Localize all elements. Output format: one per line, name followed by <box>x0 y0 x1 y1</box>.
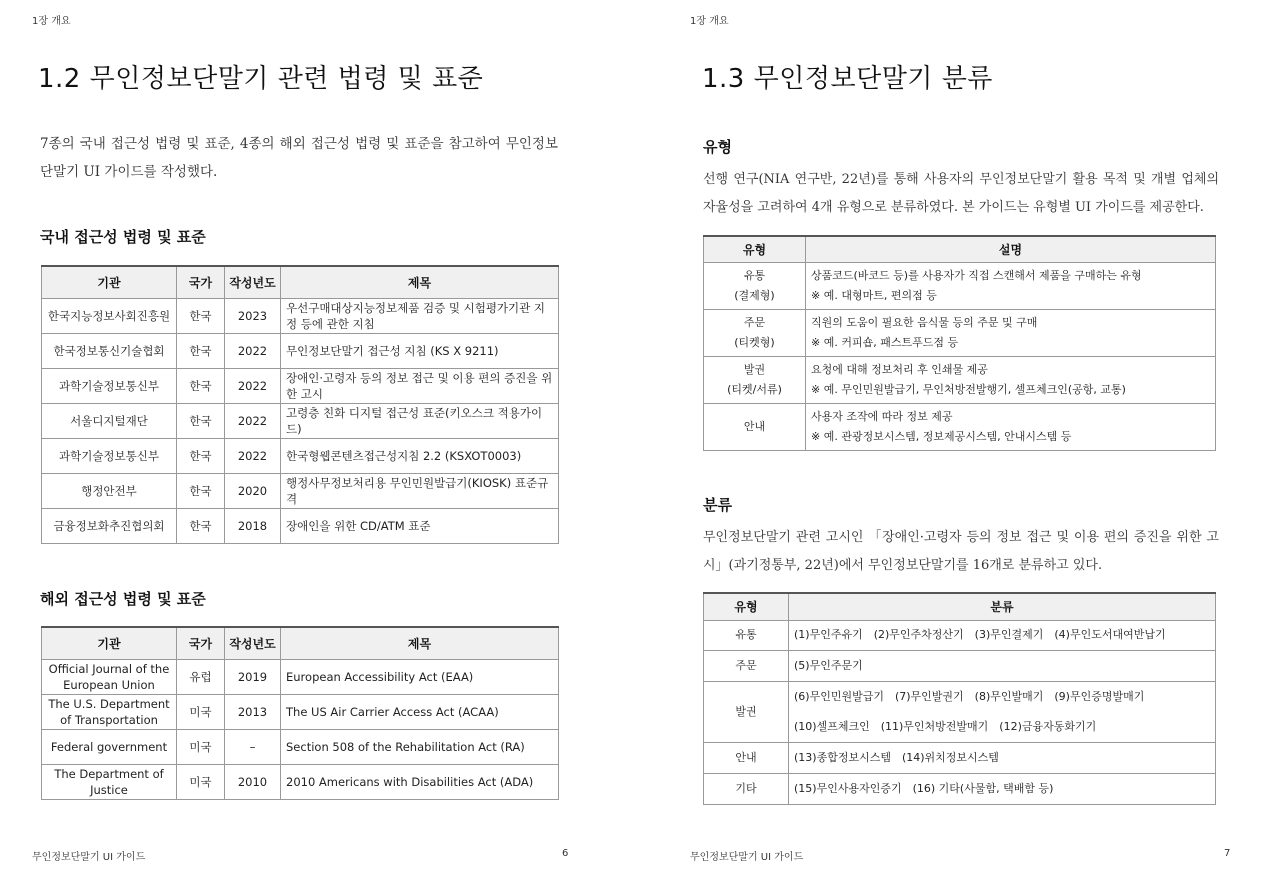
title-cell: The US Air Carrier Access Act (ACAA) <box>281 694 559 729</box>
desc-text: 요청에 대해 정보처리 후 인쇄물 제공 <box>811 362 988 376</box>
col-header-country: 국가 <box>177 627 225 659</box>
types-table <box>703 235 1216 451</box>
table-header-row <box>704 236 1216 262</box>
type-name: 발권 <box>743 362 766 376</box>
title-cell: 우선구매대상지능정보제품 검증 및 시험평가기관 지정 등에 관한 지침 <box>281 298 559 333</box>
title-cell: 2010 Americans with Disabilities Act (ADA) <box>281 764 559 799</box>
col-header-title: 제목 <box>281 266 559 298</box>
year-cell: 2020 <box>225 473 281 508</box>
year-cell: 2019 <box>225 659 281 694</box>
title-cell: 장애인·고령자 등의 정보 접근 및 이용 편의 증진을 위한 고시 <box>281 368 559 403</box>
col-header-country: 국가 <box>177 266 225 298</box>
country-cell: 미국 <box>177 729 225 764</box>
overseas-standards-table <box>41 626 559 800</box>
country-cell: 한국 <box>177 438 225 473</box>
desc-text: 직원의 도움이 필요한 음식물 등의 주문 및 구매 <box>811 315 1038 329</box>
type-name: 주문 <box>743 315 766 329</box>
table-row <box>704 262 1216 309</box>
class-cell <box>789 681 1216 742</box>
desc-example: ※ 예. 무인민원발급기, 무인처방전발행기, 셀프체크인(공항, 교통) <box>811 382 1126 396</box>
title-cell: 장애인을 위한 CD/ATM 표준 <box>281 508 559 543</box>
desc-text: 사용자 조작에 따라 정보 제공 <box>811 409 953 423</box>
country-cell: 미국 <box>177 694 225 729</box>
title-cell: Section 508 of the Rehabilitation Act (RA) <box>281 729 559 764</box>
classification-table <box>703 592 1216 805</box>
page-footer: 무인정보단말기 UI 가이드 <box>690 852 804 863</box>
country-cell: 미국 <box>177 764 225 799</box>
col-header-org: 기관 <box>42 627 177 659</box>
table-row <box>42 729 559 764</box>
country-cell: 한국 <box>177 298 225 333</box>
table-header-row <box>42 266 559 298</box>
title-cell: 무인정보단말기 접근성 지침 (KS X 9211) <box>281 333 559 368</box>
section-heading: 1.2 무인정보단말기 관련 법령 및 표준 <box>38 64 484 94</box>
country-cell: 한국 <box>177 403 225 438</box>
org-cell: 한국지능정보사회진흥원 <box>42 298 177 333</box>
table-header-row <box>42 627 559 659</box>
page-footer: 무인정보단말기 UI 가이드 <box>32 852 146 863</box>
table-row <box>42 694 559 729</box>
col-header-year: 작성년도 <box>225 266 281 298</box>
col-header-title: 제목 <box>281 627 559 659</box>
table-row <box>42 403 559 438</box>
table-row <box>42 659 559 694</box>
title-cell: 한국형웹콘텐츠접근성지침 2.2 (KSXOT0003) <box>281 438 559 473</box>
year-cell: 2022 <box>225 403 281 438</box>
class-cell: (13)종합정보시스템 (14)위치정보시스템 <box>789 742 1216 773</box>
table-row <box>704 356 1216 403</box>
title-cell: European Accessibility Act (EAA) <box>281 659 559 694</box>
type-cell: 안내 <box>704 742 789 773</box>
country-cell: 한국 <box>177 368 225 403</box>
type-subname: (티켓형) <box>734 335 775 349</box>
type-subname: (결제형) <box>734 288 775 302</box>
desc-text: 상품코드(바코드 등)를 사용자가 직접 스캔해서 제품을 구매하는 유형 <box>811 268 1142 282</box>
desc-cell <box>806 309 1216 356</box>
country-cell: 한국 <box>177 508 225 543</box>
running-header: 1장 개요 <box>690 16 729 27</box>
class-cell: (1)무인주유기 (2)무인주차정산기 (3)무인결제기 (4)무인도서대여반납기 <box>789 620 1216 650</box>
year-cell: 2023 <box>225 298 281 333</box>
table-row <box>704 309 1216 356</box>
desc-cell <box>806 262 1216 309</box>
table-row <box>42 508 559 543</box>
page-number: 7 <box>1224 848 1231 859</box>
org-cell: 한국정보통신기술협회 <box>42 333 177 368</box>
type-cell <box>704 403 806 450</box>
overseas-section-title: 해외 접근성 법령 및 표준 <box>40 590 206 608</box>
desc-example: ※ 예. 관광정보시스템, 정보제공시스템, 안내시스템 등 <box>811 429 1072 443</box>
country-cell: 유럽 <box>177 659 225 694</box>
table-row <box>704 620 1216 650</box>
class-cell: (15)무인사용자인증기 (16) 기타(사물함, 택배함 등) <box>789 773 1216 804</box>
type-cell <box>704 309 806 356</box>
table-row <box>704 681 1216 742</box>
table-row <box>42 298 559 333</box>
col-header-org: 기관 <box>42 266 177 298</box>
org-cell: Official Journal of the European Union <box>42 659 177 694</box>
year-cell: – <box>225 729 281 764</box>
col-header-desc: 설명 <box>806 236 1216 262</box>
org-cell: Federal government <box>42 729 177 764</box>
year-cell: 2022 <box>225 438 281 473</box>
year-cell: 2022 <box>225 333 281 368</box>
desc-cell <box>806 356 1216 403</box>
section-heading: 1.3 무인정보단말기 분류 <box>702 64 993 94</box>
class-line: (6)무인민원발급기 (7)무인발권기 (8)무인발매기 (9)무인증명발매기 <box>794 689 1145 703</box>
year-cell: 2010 <box>225 764 281 799</box>
org-cell: 과학기술정보통신부 <box>42 438 177 473</box>
table-row <box>42 438 559 473</box>
desc-example: ※ 예. 대형마트, 편의점 등 <box>811 288 937 302</box>
year-cell: 2018 <box>225 508 281 543</box>
table-row <box>704 742 1216 773</box>
table-row <box>42 473 559 508</box>
org-cell: The Department of Justice <box>42 764 177 799</box>
desc-example: ※ 예. 커피숍, 패스트푸드점 등 <box>811 335 959 349</box>
running-header: 1장 개요 <box>32 16 71 27</box>
year-cell: 2013 <box>225 694 281 729</box>
type-cell <box>704 262 806 309</box>
col-header-type: 유형 <box>704 236 806 262</box>
table-header-row <box>704 593 1216 620</box>
col-header-type: 유형 <box>704 593 789 620</box>
org-cell: The U.S. Department of Transportation <box>42 694 177 729</box>
col-header-class: 분류 <box>789 593 1216 620</box>
page-number: 6 <box>562 848 569 859</box>
table-row <box>704 773 1216 804</box>
right-page <box>640 0 1280 892</box>
intro-paragraph: 7종의 국내 접근성 법령 및 표준, 4종의 해외 접근성 법령 및 표준을 참고하여 무인정보단말기 UI 가이드를 작성했다. <box>40 136 558 180</box>
table-row <box>42 368 559 403</box>
table-row <box>42 333 559 368</box>
table-row <box>42 764 559 799</box>
title-cell: 행정사무정보처리용 무인민원발급기(KIOSK) 표준규격 <box>281 473 559 508</box>
type-cell: 기타 <box>704 773 789 804</box>
type-cell: 유통 <box>704 620 789 650</box>
org-cell: 행정안전부 <box>42 473 177 508</box>
year-cell: 2022 <box>225 368 281 403</box>
col-header-year: 작성년도 <box>225 627 281 659</box>
type-cell: 발권 <box>704 681 789 742</box>
class-cell: (5)무인주문기 <box>789 650 1216 681</box>
type-cell: 주문 <box>704 650 789 681</box>
country-cell: 한국 <box>177 333 225 368</box>
type-subname: (티켓/서류) <box>727 382 782 396</box>
country-cell: 한국 <box>177 473 225 508</box>
types-intro-paragraph: 선행 연구(NIA 연구반, 22년)를 통해 사용자의 무인정보단말기 활용 목적 및 개별 업체의 자율성을 고려하여 4개 유형으로 분류하였다. 본 가이드는 유형별 UI 가이드를 제공한다. <box>703 172 1219 215</box>
type-name: 유통 <box>743 268 766 282</box>
org-cell: 과학기술정보통신부 <box>42 368 177 403</box>
type-name: 안내 <box>743 419 766 433</box>
title-cell: 고령층 친화 디지털 접근성 표준(키오스크 적용가이드) <box>281 403 559 438</box>
class-line: (10)셀프체크인 (11)무인처방전발매기 (12)금융자동화기기 <box>794 719 1097 733</box>
domestic-standards-table <box>41 265 559 544</box>
type-cell <box>704 356 806 403</box>
table-row <box>704 403 1216 450</box>
org-cell: 금융정보화추진협의회 <box>42 508 177 543</box>
classification-section-title: 분류 <box>703 496 732 514</box>
types-section-title: 유형 <box>703 138 732 156</box>
desc-cell <box>806 403 1216 450</box>
table-row <box>704 650 1216 681</box>
classification-intro-paragraph: 무인정보단말기 관련 고시인 「장애인·고령자 등의 정보 접근 및 이용 편의 증진을 위한 고시」(과기정통부, 22년)에서 무인정보단말기를 16개로 분류하고 있다. <box>703 530 1219 573</box>
domestic-section-title: 국내 접근성 법령 및 표준 <box>40 228 206 246</box>
org-cell: 서울디지털재단 <box>42 403 177 438</box>
